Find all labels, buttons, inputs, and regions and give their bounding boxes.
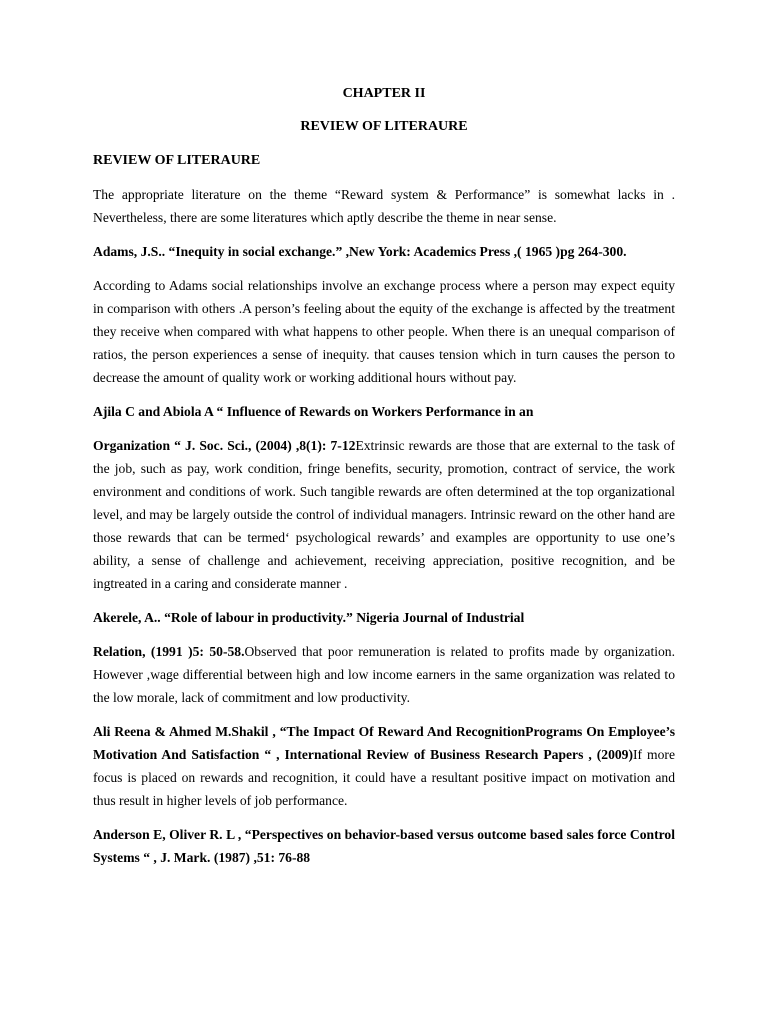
reference-ajila-paragraph [93,434,675,595]
chapter-heading: CHAPTER II [342,86,426,101]
chapter-title: REVIEW OF LITERAURE [300,119,468,134]
section-heading: REVIEW OF LITERAURE [93,153,261,168]
reference-ali-body: If more focus is placed on rewards and recognition, it could have a resultant positive impact on motivation and thus result in higher levels of job performance. [93,747,675,808]
reference-adams-body: According to Adams social relationships involve an exchange process where a person may expect equity in comparison with others .A person’s feeling about the equity of the exchange is affected by the treatment they receive when compared with what happens to other people. When there is an unequal comparison of ratios, the person experiences a sense of inequity. that causes tension which in turn causes the person to decrease the amount of quality work or working additional hours without pay. [93,278,675,385]
reference-anderson-citation: Anderson E, Oliver R. L , “Perspectives on behavior-based versus outcome based sales force Control Systems “ , J. Mark. (1987) ,51: 76-88 [93,827,675,865]
reference-ali-paragraph [93,720,675,812]
reference-akerele-citation: Akerele, A.. “Role of labour in productivity.” Nigeria Journal of Industrial [93,610,525,625]
reference-akerele-body: Observed that poor remuneration is related to profits made by organization. However ,wage differential between high and low income earners in the same organization was related to the low morale, lack of commitment and low productivity. [93,644,675,705]
reference-ajila-citation: Ajila C and Abiola A “ Influence of Rewards on Workers Performance in an [93,404,534,419]
reference-ajila-citation-cont: Organization “ J. Soc. Sci., (2004) ,8(1): 7-12 [93,438,356,453]
reference-ajila-body: Extrinsic rewards are those that are external to the task of the job, such as pay, work condition, fringe benefits, security, promotion, contract of service, the work environment and conditions of work. Such tangible rewards are often determined at the top organizational level, and may be largely outside the control of individual managers. Intrinsic reward on the other hand are those rewards that can be termed‘ psychological rewards’ and examples are opportunity to use one’s ability, a sense of challenge and achievement, receiving appreciation, positive recognition, and be ingtreated in a caring and considerate manner . [93,438,676,591]
intro-paragraph: The appropriate literature on the theme “Reward system & Performance” is somewhat lacks in . Nevertheless, there are some literatures which aptly describe the theme in near sense. [93,187,675,225]
reference-ali-citation: Ali Reena & Ahmed M.Shakil , “The Impact Of Reward And RecognitionPrograms On Employee’s Motivation And Satisfaction “ , International Review of Business Research Papers , (2009) [93,724,675,762]
reference-anderson-paragraph [93,823,675,869]
document-content [93,84,675,880]
reference-akerele-citation-cont: Relation, (1991 )5: 50-58. [93,644,245,659]
reference-adams-citation: Adams, J.S.. “Inequity in social exchange.” ,New York: Academics Press ,( 1965 )pg 264-300. [93,244,627,259]
reference-akerele-paragraph [93,640,675,709]
